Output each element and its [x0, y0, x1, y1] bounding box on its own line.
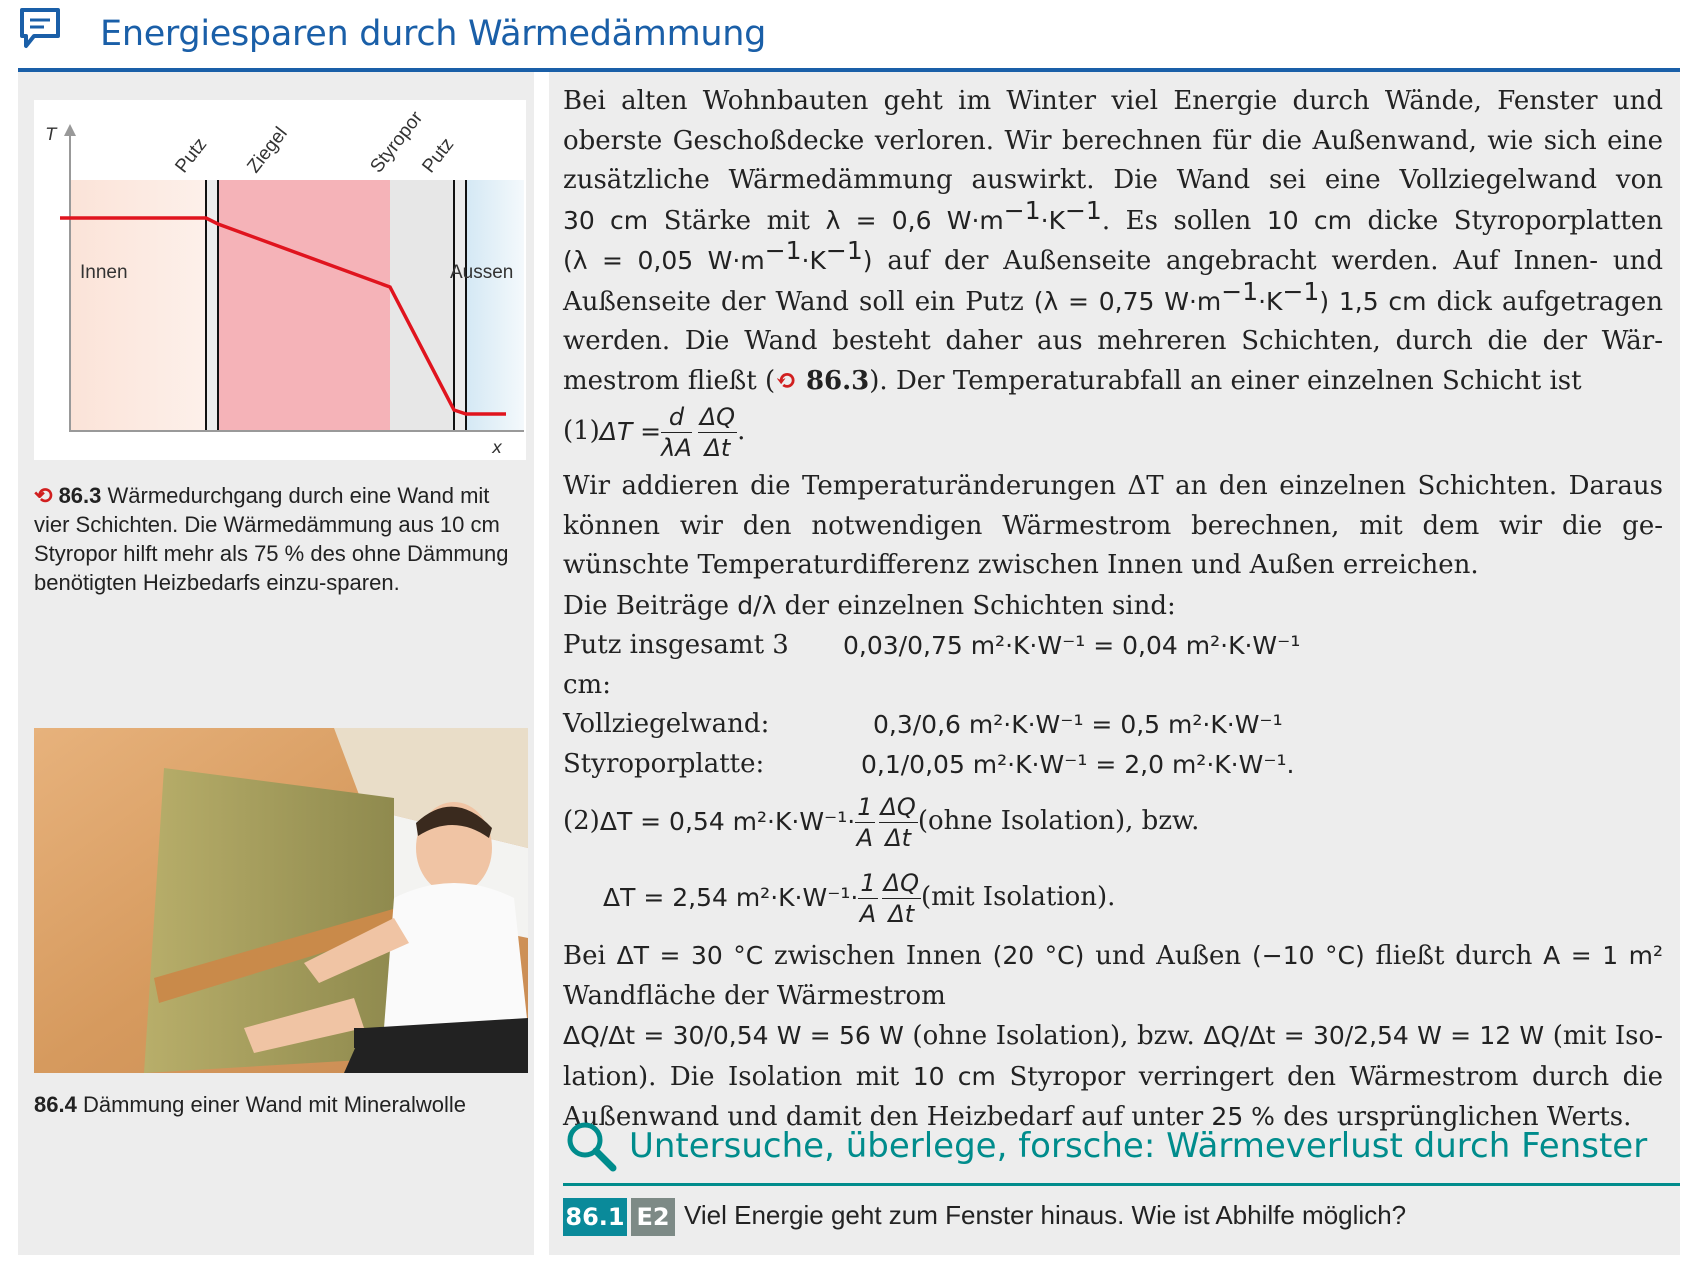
text-line: Außenwand und damit den Heizbedarf auf unter 25 % des ursprünglichen Werts. — [563, 1102, 1632, 1132]
text-line: lation). Die Isolation mit 10 cm Styropor verringert den Wärmestrom durch die — [563, 1061, 1664, 1092]
layer-label-ziegel: Ziegel — [243, 123, 292, 178]
caption-86-3 — [34, 481, 526, 597]
section-rule — [563, 1183, 1680, 1186]
text-line: werden. Die Wand besteht daher aus mehreren Schichten, durch die der Wär- — [563, 326, 1663, 356]
text-line: können wir den notwendigen Wärmestrom berechnen, mit dem wir die ge- — [563, 510, 1663, 541]
equation-2a: (2) ΔT = 0,54 m²·K·W⁻¹· $\frac{1}{A}$ $\frac{\Delta Q}{\Delta t}$ (ohne Isolation), bzw. — [563, 792, 1200, 852]
contribution-putz: Putz insgesamt 3 cm: 0,03/0,75 m²·K·W⁻¹ = 0,04 m²·K·W⁻¹ — [563, 630, 1301, 700]
caption-86-4 — [34, 1090, 526, 1119]
section-title: Untersuche, überlege, forsche: Wärmeverlust durch Fenster — [629, 1126, 1648, 1166]
caption-text: Wärmedurchgang durch eine Wand mit vier Schichten. Die Wärmedämmung aus 10 cm Styropor hilft mehr als 75 % des ohne Dämmung benötigten Heizbedarfs einzu-sparen. — [34, 483, 509, 595]
figure-reference-icon: ⟲ — [775, 365, 806, 396]
magnifier-icon — [563, 1118, 619, 1174]
text-line: 30 cm Stärke mit λ = 0,6 $W\cdot m^{-1}\cdot K^{-1}$. Es sollen 10 cm dicke Styroporplatten — [563, 195, 1664, 236]
layer-ziegel — [218, 180, 390, 430]
text-line: ΔQ/Δt = 30/0,54 W = 56 W (ohne Isolation), bzw. ΔQ/Δt = 30/2,54 W = 12 W (mit Iso- — [563, 1021, 1663, 1051]
text-line: Bei ΔT = 30 °C zwischen Innen (20 °C) und Außen (−10 °C) fließt durch A = 1 m² — [563, 941, 1663, 971]
layer-label-styropor: Styropor — [366, 107, 428, 178]
text-line: mestrom fließt (⟲ 86.3). Der Temperaturabfall an einer einzelnen Schicht ist — [563, 365, 1582, 396]
equation-1: (1) ΔT = $\frac{d}{\lambda A}$ $\frac{\Delta Q}{\Delta t}$ . — [563, 402, 746, 462]
task-level-badge: E2 — [631, 1198, 675, 1236]
figure-reference-icon: ⟲ — [34, 483, 53, 508]
layer-putz-outer — [454, 180, 466, 430]
contribution-ziegel: Vollziegelwand: 0,3/0,6 m²·K·W⁻¹ = 0,5 m²·K·W⁻¹ — [563, 709, 1283, 739]
caption-text: Dämmung einer Wand mit Mineralwolle — [76, 1092, 467, 1117]
region-outside — [466, 180, 524, 430]
text-line: zusätzliche Wärmedämmung auswirkt. Die Wand sei eine Vollziegelwand von — [563, 165, 1663, 195]
equation-2b: ΔT = 2,54 m²·K·W⁻¹· $\frac{1}{A}$ $\frac{\Delta Q}{\Delta t}$ (mit Isolation). — [603, 868, 1116, 928]
layer-label-putz: Putz — [171, 134, 212, 178]
axis-y-label: T — [46, 125, 57, 145]
text-line: Die Beiträge d/λ der einzelnen Schichten sind: — [563, 590, 1176, 621]
text-line: oberste Geschoßdecke verloren. Wir berechnen für die Außenwand, wie sich eine — [563, 125, 1663, 156]
contribution-styropor: Styroporplatte: 0,1/0,05 m²·K·W⁻¹ = 2,0 m²·K·W⁻¹. — [563, 748, 1295, 779]
page-title: Energiesparen durch Wärmedämmung — [100, 14, 767, 54]
page-header — [18, 0, 1680, 72]
speech-bubble-icon — [18, 6, 62, 50]
text-line: wünschte Temperaturdifferenz zwischen Innen und Außen erreichen. — [563, 550, 1479, 580]
task-text: Viel Energie geht zum Fenster hinaus. Wie ist Abhilfe möglich? — [684, 1200, 1407, 1230]
figure-reference[interactable]: 86.3 — [805, 365, 870, 396]
text-line: Bei alten Wohnbauten geht im Winter viel Energie durch Wände, Fenster und — [563, 86, 1663, 116]
insulation-photo — [34, 728, 528, 1073]
text-line: Wir addieren die Temperaturänderungen ΔT an den einzelnen Schichten. Daraus — [563, 471, 1663, 501]
label-innen: Innen — [80, 262, 128, 283]
caption-number: 86.4 — [34, 1092, 77, 1117]
exercise-section — [563, 1118, 1680, 1178]
layer-label-putz-outer: Putz — [418, 134, 459, 178]
label-aussen: Aussen — [450, 262, 514, 283]
task-number-badge: 86.1 — [563, 1198, 627, 1236]
axis-x-label: x — [492, 438, 503, 458]
caption-number: 86.3 — [58, 483, 102, 508]
text-line: Wandfläche der Wärmestrom — [563, 980, 946, 1011]
text-line: (λ = 0,05 $W\cdot m^{-1}\cdot K^{-1}$) auf der Außenseite angebracht werden. Auf Innen- und — [563, 236, 1663, 276]
text-line: Außenseite der Wand soll ein Putz (λ = 0,75 $W\cdot m^{-1}\cdot K^{-1}$) 1,5 cm dick aufgetragen — [563, 276, 1663, 317]
wall-temperature-diagram — [34, 100, 526, 460]
body-text — [563, 82, 1663, 1138]
